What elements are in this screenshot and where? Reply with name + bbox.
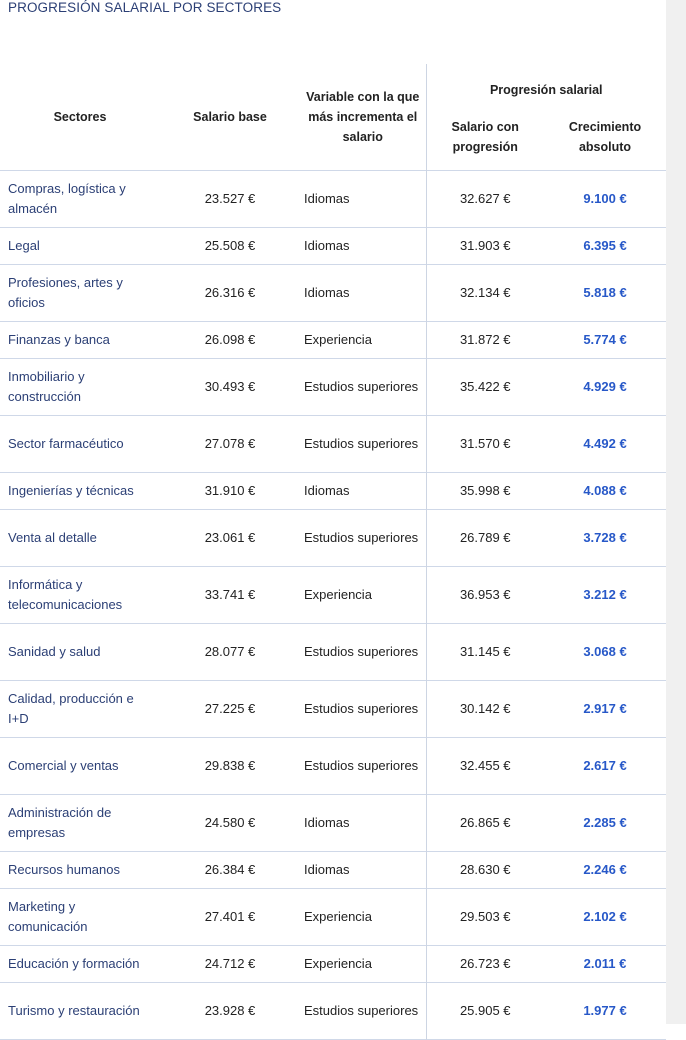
cell-variable: Idiomas [304, 862, 350, 877]
page-title: PROGRESIÓN SALARIAL POR SECTORES [8, 0, 282, 15]
cell-crecimiento: 4.929 € [583, 379, 627, 394]
cell-sector: Informática y telecomunicaciones [8, 577, 123, 612]
table-row [0, 416, 666, 473]
table-row [0, 567, 666, 624]
cell-salario-progresion: 28.630 € [426, 852, 544, 889]
header-progresion-salarial: Progresión salarial [426, 64, 666, 104]
cell-salario-progresion: 32.134 € [426, 265, 544, 322]
cell-salario-base: 27.078 € [204, 436, 256, 451]
cell-salario-progresion: 29.503 € [426, 889, 544, 946]
cell-sector: Profesiones, artes y oficios [8, 275, 123, 310]
cell-crecimiento: 2.285 € [583, 815, 627, 830]
cell-variable: Estudios superiores [304, 701, 419, 716]
header-sectores: Sectores [53, 110, 107, 124]
cell-salario-base: 26.098 € [204, 332, 256, 347]
cell-crecimiento: 4.088 € [583, 483, 627, 498]
cell-sector: Sanidad y salud [8, 644, 101, 659]
table-row [0, 852, 666, 889]
cell-variable: Estudios superiores [304, 644, 419, 659]
cell-sector: Sector farmacéutico [8, 436, 124, 451]
cell-salario-base: 27.401 € [204, 909, 256, 924]
cell-crecimiento: 6.395 € [583, 238, 627, 253]
cell-salario-progresion: 35.998 € [426, 473, 544, 510]
cell-crecimiento: 2.617 € [583, 758, 627, 773]
cell-salario-progresion: 35.422 € [426, 359, 544, 416]
cell-salario-progresion: 25.905 € [426, 983, 544, 1040]
header-salario-progresion: Salario con progresión [426, 104, 544, 171]
cell-sector: Finanzas y banca [8, 332, 110, 347]
table-row [0, 624, 666, 681]
table-body [0, 171, 666, 1040]
cell-variable: Estudios superiores [304, 1003, 419, 1018]
cell-salario-base: 30.493 € [204, 379, 256, 394]
cell-sector: Comercial y ventas [8, 758, 119, 773]
cell-variable: Idiomas [304, 815, 350, 830]
cell-crecimiento: 1.977 € [583, 1003, 627, 1018]
cell-sector: Ingenierías y técnicas [8, 483, 134, 498]
cell-sector: Calidad, producción e I+D [8, 691, 134, 726]
cell-sector: Venta al detalle [8, 530, 97, 545]
cell-sector: Inmobiliario y construcción [8, 369, 85, 404]
cell-sector: Educación y formación [8, 956, 140, 971]
cell-salario-progresion: 36.953 € [426, 567, 544, 624]
cell-variable: Experiencia [304, 956, 372, 971]
table-row [0, 473, 666, 510]
cell-variable: Estudios superiores [304, 436, 419, 451]
salary-table [0, 64, 666, 1040]
table-row [0, 510, 666, 567]
cell-crecimiento: 5.774 € [583, 332, 627, 347]
cell-sector: Marketing y comunicación [8, 899, 88, 934]
cell-salario-progresion: 31.570 € [426, 416, 544, 473]
cell-salario-base: 31.910 € [204, 483, 256, 498]
cell-salario-progresion: 31.903 € [426, 228, 544, 265]
cell-sector: Recursos humanos [8, 862, 120, 877]
table-row [0, 228, 666, 265]
cell-salario-progresion: 32.627 € [426, 171, 544, 228]
table-row [0, 359, 666, 416]
cell-salario-base: 25.508 € [204, 238, 256, 253]
cell-variable: Idiomas [304, 191, 350, 206]
cell-salario-progresion: 26.865 € [426, 795, 544, 852]
table-row [0, 681, 666, 738]
table-row [0, 322, 666, 359]
cell-variable: Experiencia [304, 587, 372, 602]
table-row [0, 983, 666, 1040]
cell-crecimiento: 2.102 € [583, 909, 627, 924]
cell-salario-base: 24.712 € [204, 956, 256, 971]
table-row [0, 738, 666, 795]
cell-salario-base: 23.928 € [204, 1003, 256, 1018]
cell-variable: Idiomas [304, 483, 350, 498]
cell-sector: Turismo y restauración [8, 1003, 140, 1018]
cell-crecimiento: 9.100 € [583, 191, 627, 206]
cell-variable: Experiencia [304, 332, 372, 347]
cell-crecimiento: 2.011 € [583, 956, 627, 971]
cell-crecimiento: 5.818 € [583, 285, 627, 300]
cell-salario-base: 23.061 € [204, 530, 256, 545]
cell-salario-progresion: 26.789 € [426, 510, 544, 567]
cell-salario-base: 29.838 € [204, 758, 256, 773]
cell-variable: Estudios superiores [304, 379, 419, 394]
cell-crecimiento: 3.212 € [583, 587, 627, 602]
table-row [0, 171, 666, 228]
table-row [0, 946, 666, 983]
cell-crecimiento: 3.728 € [583, 530, 627, 545]
cell-sector: Legal [8, 238, 40, 253]
cell-sector: Compras, logística y almacén [8, 181, 126, 216]
cell-crecimiento: 2.917 € [583, 701, 627, 716]
cell-variable: Idiomas [304, 285, 350, 300]
cell-salario-base: 24.580 € [204, 815, 256, 830]
cell-salario-base: 27.225 € [204, 701, 256, 716]
header-crecimiento-absoluto: Crecimiento absoluto [568, 120, 642, 154]
cell-salario-progresion: 30.142 € [426, 681, 544, 738]
cell-variable: Estudios superiores [304, 758, 419, 773]
cell-salario-base: 26.384 € [204, 862, 256, 877]
scrollbar-gutter [666, 0, 686, 1024]
cell-crecimiento: 2.246 € [583, 862, 627, 877]
cell-salario-progresion: 26.723 € [426, 946, 544, 983]
cell-variable: Experiencia [304, 909, 372, 924]
table-row [0, 889, 666, 946]
header-salario-base: Salario base [193, 110, 267, 124]
table-row [0, 795, 666, 852]
cell-salario-base: 28.077 € [204, 644, 256, 659]
cell-salario-base: 23.527 € [204, 191, 256, 206]
table-row [0, 265, 666, 322]
cell-variable: Idiomas [304, 238, 350, 253]
table-header [0, 64, 666, 171]
cell-variable: Estudios superiores [304, 530, 419, 545]
cell-salario-base: 26.316 € [204, 285, 256, 300]
cell-salario-progresion: 31.145 € [426, 624, 544, 681]
cell-crecimiento: 4.492 € [583, 436, 627, 451]
cell-salario-progresion: 32.455 € [426, 738, 544, 795]
cell-salario-progresion: 31.872 € [426, 322, 544, 359]
cell-sector: Administración de empresas [8, 805, 112, 840]
cell-crecimiento: 3.068 € [583, 644, 627, 659]
cell-salario-base: 33.741 € [204, 587, 256, 602]
header-variable: Variable con la que más incrementa el salario [306, 90, 420, 144]
